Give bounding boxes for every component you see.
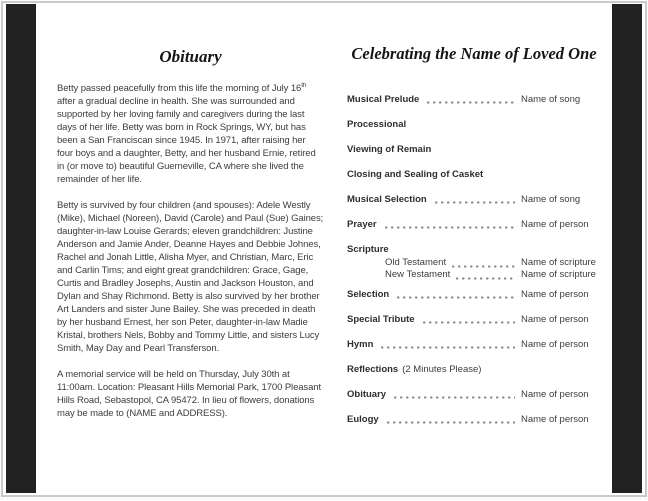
service-row-selection bbox=[347, 289, 601, 300]
service-item-value: Name of song bbox=[521, 94, 581, 105]
service-item-label: Processional bbox=[347, 119, 407, 130]
service-subitem-label: Old Testament bbox=[385, 257, 447, 268]
service-row-musical-selection bbox=[347, 194, 601, 205]
service-row-special-tribute bbox=[347, 314, 601, 325]
service-item-label: Scripture bbox=[347, 244, 389, 255]
dotted-leader bbox=[427, 101, 515, 104]
service-item-note: (2 Minutes Please) bbox=[402, 364, 482, 375]
right-accent-bar bbox=[612, 4, 642, 493]
service-title: Celebrating the Name of Loved One bbox=[351, 44, 597, 63]
service-item-label: Reflections bbox=[347, 364, 399, 375]
service-item-value: Name of person bbox=[521, 219, 589, 230]
service-row-scripture bbox=[347, 244, 601, 281]
left-accent-bar bbox=[6, 4, 36, 493]
service-row-closing-and-sealing bbox=[347, 169, 601, 180]
dotted-leader bbox=[394, 396, 515, 399]
service-item-value: Name of person bbox=[521, 389, 589, 400]
obituary-column bbox=[57, 47, 324, 433]
service-row-eulogy bbox=[347, 414, 601, 425]
service-item-value: Name of song bbox=[521, 194, 581, 205]
dotted-leader bbox=[385, 226, 515, 229]
dotted-leader bbox=[387, 421, 515, 424]
service-item-label: Musical Selection bbox=[347, 194, 427, 205]
dotted-leader bbox=[423, 321, 515, 324]
service-row-reflections bbox=[347, 364, 601, 375]
service-item-value: Name of person bbox=[521, 339, 589, 350]
service-item-label: Viewing of Remain bbox=[347, 144, 432, 155]
dotted-leader bbox=[452, 265, 515, 268]
scripture-subrow-new-testament bbox=[347, 269, 601, 281]
service-subitem-value: Name of scripture bbox=[521, 257, 596, 268]
service-row-obituary bbox=[347, 389, 601, 400]
service-item-label: Prayer bbox=[347, 219, 377, 230]
service-row-viewing-of-remain bbox=[347, 144, 601, 155]
obituary-paragraph-1-text: Betty passed peacefully from this life the morning of July 16 bbox=[57, 83, 302, 95]
service-item-label: Closing and Sealing of Casket bbox=[347, 169, 484, 180]
ordinal-suffix: th bbox=[301, 82, 307, 89]
dotted-leader bbox=[435, 201, 515, 204]
service-subitem-value: Name of scripture bbox=[521, 269, 596, 280]
dotted-leader bbox=[456, 277, 515, 280]
service-item-value: Name of person bbox=[521, 314, 589, 325]
service-item-label: Special Tribute bbox=[347, 314, 415, 325]
service-row-hymn bbox=[347, 339, 601, 350]
scripture-heading bbox=[347, 244, 601, 255]
order-of-service-column bbox=[347, 44, 601, 439]
service-item-value: Name of person bbox=[521, 414, 589, 425]
obituary-paragraph-3: A memorial service will be held on Thursday, July 30th at 11:00am. Location: Pleasant Hills Memorial Park, 1700 Pleasant Hills Road, Sebastopol, CA 95472. In lieu of flowers, donations may be made to (NAME and ADDRESS). bbox=[57, 369, 321, 420]
obituary-paragraph-1 bbox=[57, 79, 324, 186]
service-item-label: Eulogy bbox=[347, 414, 379, 425]
service-row-musical-prelude bbox=[347, 94, 601, 105]
dotted-leader bbox=[397, 296, 515, 299]
service-row-processional bbox=[347, 119, 601, 130]
service-row-prayer bbox=[347, 219, 601, 230]
service-item-label: Musical Prelude bbox=[347, 94, 420, 105]
service-item-value: Name of person bbox=[521, 289, 589, 300]
service-item-label: Hymn bbox=[347, 339, 374, 350]
service-item-label: Obituary bbox=[347, 389, 387, 400]
obituary-paragraph-2: Betty is survived by four children (and spouses): Adele Westly (Mike), Michael (Noreen), David (Carole) and Paul (Sue) Gaines; daughter-in-law Louise Gerards; eleven grandchildren: Justine Anderson and Jamie Ander, Deanne Hayes and Debbie Johnes, Rachel and Jonah Little, Alisha Myer, and Christian, Marc, Eric and Carlin Tims; and eight great grandchildren: Grace, Gage, Curtis and Bradley Josephs, Austin and Jackson Houston, and Dylan and Shay Richmond. Betty is also survived by her brother Art Landers and sister June Bailey. She was preceded in death by her husband Ernest, her son Peter, daughter-in-law Madie Kristal, brothers Nels, Bobby and Tommy Little, and sisters Lucy Smith, May Day and Pearl Transferson. bbox=[57, 200, 324, 355]
dotted-leader bbox=[381, 346, 515, 349]
obituary-paragraph-1-rest: after a gradual decline in health. She was surrounded and supported by her loving family and caregivers during the last days of her life. Betty was born in Rock Springs, WY, but has been a San Franciscan since 1945. In 1971, after raising her four boys and a daughter, Betty, and her husband Ernie, retired in (or move to) beautiful Guerneville, CA where she lived the remainder of her life. bbox=[57, 96, 316, 186]
service-subitem-label: New Testament bbox=[385, 269, 451, 280]
service-item-label: Selection bbox=[347, 289, 390, 300]
scripture-subrow-old-testament bbox=[347, 257, 601, 269]
obituary-title: Obituary bbox=[159, 47, 222, 66]
